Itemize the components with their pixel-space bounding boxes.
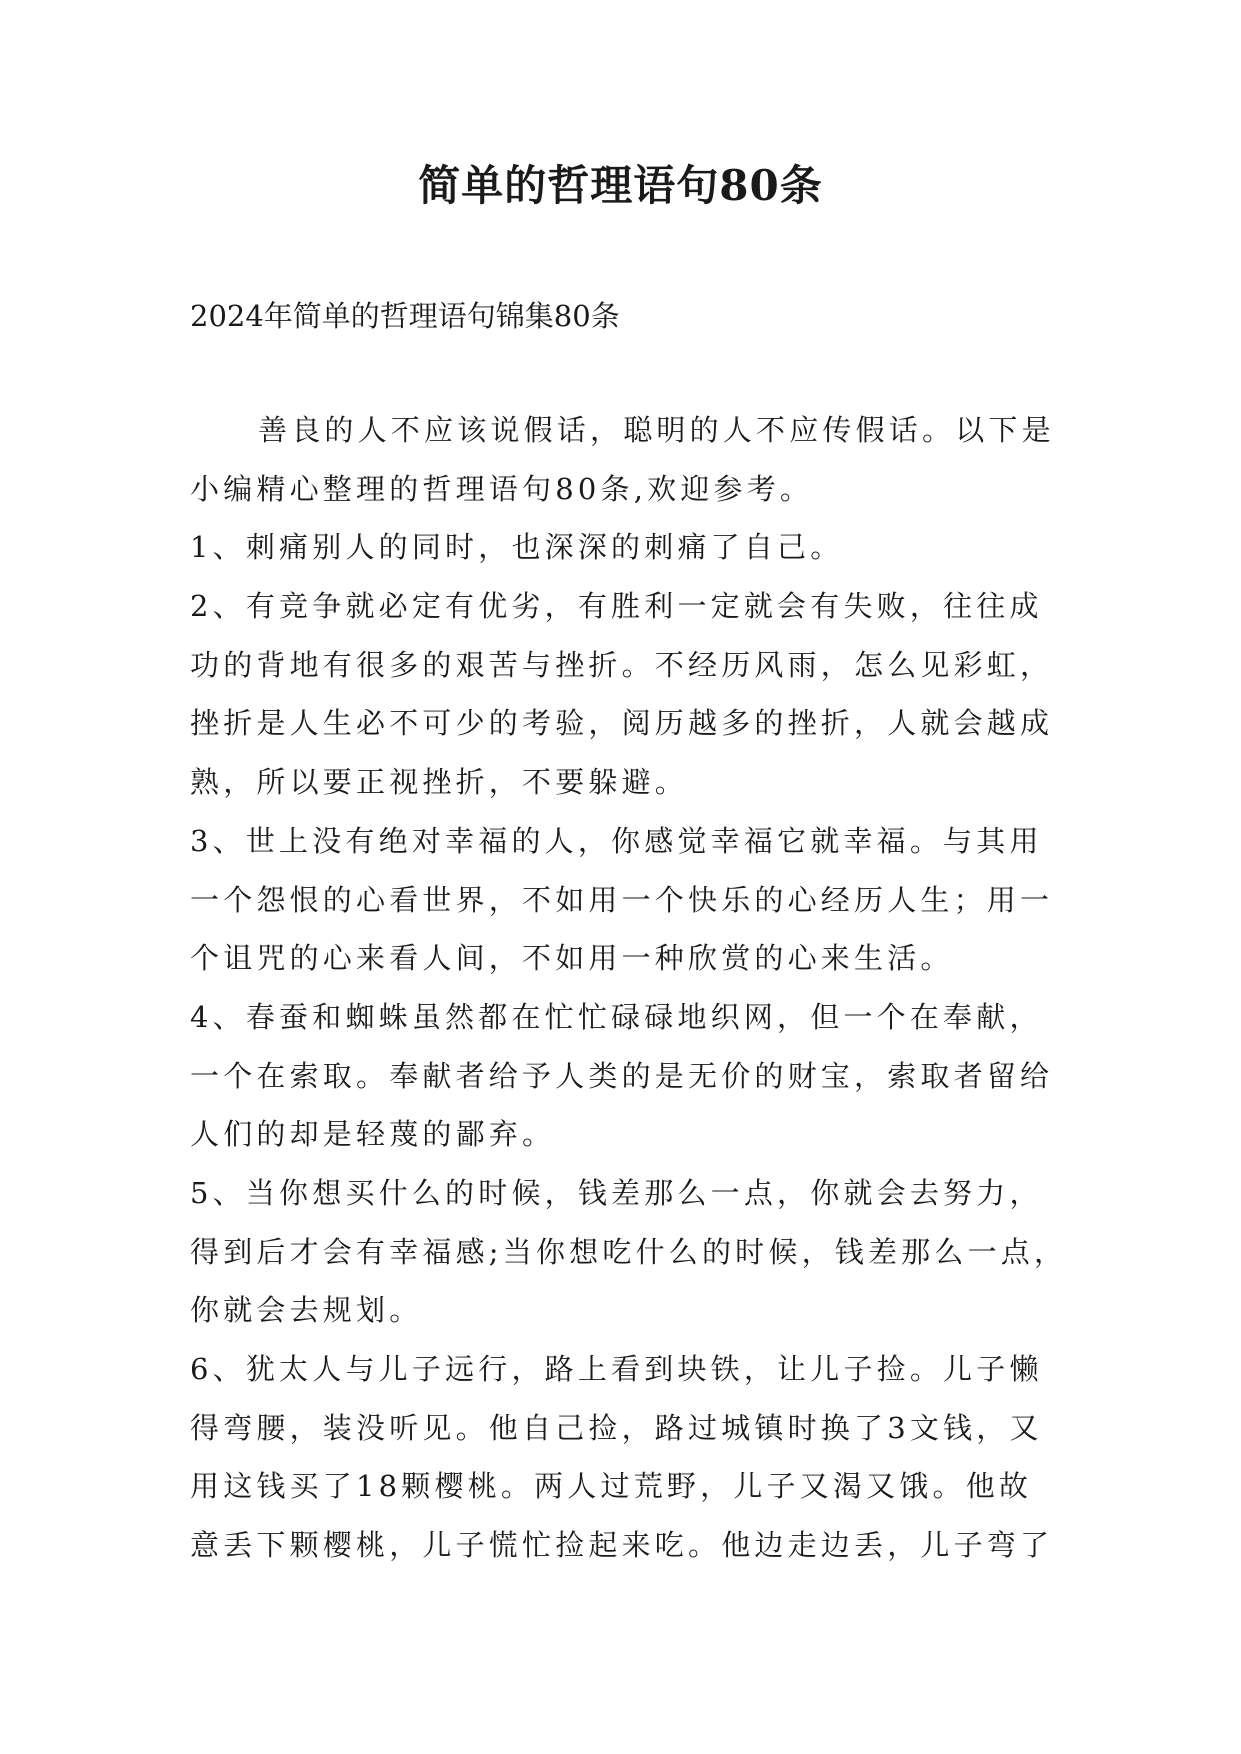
paragraph-line: 得弯腰，装没听见。他自己捡，路过城镇时换了3文钱，又 bbox=[190, 1410, 1043, 1445]
document-body bbox=[190, 410, 1068, 1584]
document-title: 简单的哲理语句80条 bbox=[418, 161, 823, 210]
paragraph-line: 2、有竞争就必定有优劣，有胜利一定就会有失败，往往成 bbox=[190, 589, 1043, 624]
paragraph-line: 用这钱买了18颗樱桃。两人过荒野，儿子又渴又饿。他故 bbox=[190, 1469, 1033, 1504]
paragraph-line: 功的背地有很多的艰苦与挫折。不经历风雨，怎么见彩虹， bbox=[190, 647, 1054, 682]
paragraph-line: 得到后才会有幸福感;当你想吃什么的时候，钱差那么一点， bbox=[190, 1234, 1068, 1269]
paragraph-line: 善良的人不应该说假话，聪明的人不应传假话。以下是 bbox=[258, 413, 1055, 447]
paragraph-line: 小编精心整理的哲理语句80条,欢迎参考。 bbox=[190, 471, 814, 506]
paragraph-line: 3、世上没有绝对幸福的人，你感觉幸福它就幸福。与其用 bbox=[190, 823, 1043, 858]
paragraph-line: 4、春蚕和蜘蛛虽然都在忙忙碌碌地织网，但一个在奉献， bbox=[190, 999, 1043, 1034]
paragraph-line: 5、当你想买什么的时候，钱差那么一点，你就会去努力， bbox=[190, 1175, 1043, 1210]
paragraph-line: 意丢下颗樱桃，儿子慌忙捡起来吃。他边走边丢，儿子弯了 bbox=[190, 1528, 1054, 1563]
paragraph-line: 人们的却是轻蔑的鄙弃。 bbox=[190, 1117, 556, 1152]
paragraph-line: 6、犹太人与儿子远行，路上看到块铁，让儿子捡。儿子懒 bbox=[190, 1352, 1043, 1386]
paragraph-line: 你就会去规划。 bbox=[190, 1293, 423, 1328]
paragraph-line: 个诅咒的心来看人间，不如用一种欣赏的心来生活。 bbox=[190, 941, 954, 976]
paragraph-line: 一个怨恨的心看世界，不如用一个快乐的心经历人生；用一 bbox=[190, 882, 1054, 917]
paragraph-line: 1、刺痛别人的同时，也深深的刺痛了自己。 bbox=[190, 530, 844, 565]
paragraph-line: 挫折是人生必不可少的考验，阅历越多的挫折，人就会越成 bbox=[190, 706, 1054, 741]
paragraph-line: 熟，所以要正视挫折，不要躲避。 bbox=[190, 765, 689, 800]
paragraph-line: 一个在索取。奉献者给予人类的是无价的财宝，索取者留给 bbox=[190, 1058, 1054, 1093]
document-subtitle: 2024年简单的哲理语句锦集80条 bbox=[190, 299, 620, 333]
